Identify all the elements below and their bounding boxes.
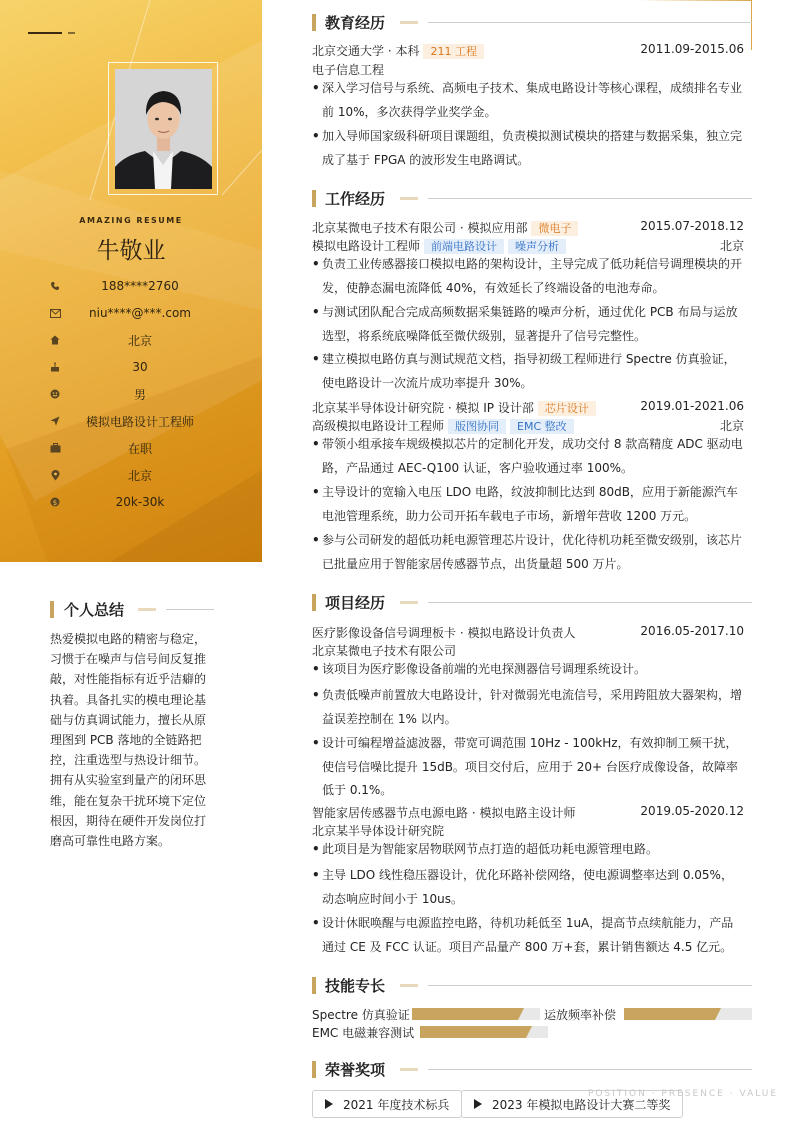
skill-label: 运放频率补偿 (544, 1008, 617, 1022)
project-name: 医疗影像设备信号调理板卡 · 模拟电路设计负责人 (312, 626, 576, 640)
target-job-value: 模拟电路设计工程师 (85, 414, 194, 429)
project-bullet: • 主导 LDO 线性稳压器设计，优化环路补偿网络，使电源调整率达到 0.05%，动态响应时间小于 10us。 (312, 864, 744, 911)
mail-icon (48, 306, 62, 320)
summary-title: 个人总结 (64, 601, 125, 619)
decorative-line (400, 1068, 418, 1071)
company-tag: 微电子 (531, 221, 578, 236)
city-value: 北京 (127, 468, 152, 483)
skill-bar-fill (624, 1008, 715, 1020)
project-bullet: • 设计休眠唤醒与电源监控电路，待机功耗低至 1uA，提高节点续航能力，产品通过 CE 及 FCC 认证。项目产品量产 800 万+套，累计销售额达 4.5 亿元。 (312, 912, 744, 959)
info-target-job (48, 412, 248, 430)
skill-bar-fill (420, 1026, 526, 1038)
project-org-row (312, 822, 744, 838)
email-value: niu****@***.com (89, 306, 191, 320)
company-tag: 芯片设计 (538, 401, 596, 416)
resume-tagline: AMAZING RESUME (79, 216, 183, 225)
job-bullet: • 带领小组承接车规级模拟芯片的定制化开发，成功交付 8 款高精度 ADC 驱动电路，产品通过 AEC-Q100 认证，客户验收通过率 100%。 (312, 433, 744, 480)
watermark-text: POSITION · PRESENCE · VALUE (588, 1089, 779, 1099)
skill-label: EMC 电磁兼容测试 (312, 1026, 415, 1040)
info-salary (48, 493, 248, 511)
gender-value: 男 (133, 387, 146, 402)
job-position: 模拟电路设计工程师 (312, 239, 421, 253)
job-date: 2015.07-2018.12 (640, 219, 744, 233)
project-org: 北京某微电子技术有限公司 (312, 644, 457, 658)
education-date: 2011.09-2015.06 (640, 42, 744, 56)
education-bullet: • 加入导师国家级科研项目课题组，负责模拟测试模块的搭建与数据采集，独立完成了基于 FPGA 的波形发生电路调试。 (312, 125, 744, 172)
award-label: 2021 年度技术标兵 (343, 1097, 450, 1112)
section-title: 工作经历 (325, 190, 386, 208)
decorative-line (400, 21, 418, 24)
job-header-row (312, 399, 744, 415)
project-header-row (312, 804, 744, 820)
skill-bar (624, 1008, 752, 1020)
decorative-line (166, 609, 214, 610)
decorative-line (28, 32, 62, 34)
skill-bar-fill (412, 1008, 518, 1020)
job-position-row (312, 417, 744, 433)
project-bullet: • 负责低噪声前置放大电路设计，针对微弱光电流信号，采用跨阻放大器架构，增益误差控制在 1% 以内。 (312, 684, 744, 731)
section-awards-header (312, 1060, 752, 1080)
section-bar (312, 14, 316, 31)
skill-bar (412, 1008, 540, 1020)
project-header-row (312, 624, 744, 640)
education-header-row (312, 42, 744, 58)
job-bullet: • 负责工业传感器接口模拟电路的架构设计，主导完成了低功耗信号调理模块的开发，使静态漏电流降低 40%，有效延长了终端设备的电池寿命。 (312, 253, 744, 300)
major-row (312, 61, 744, 77)
section-education-header (312, 13, 752, 33)
section-skills-header (312, 976, 752, 996)
decorative-line (428, 198, 752, 199)
major-name: 电子信息工程 (312, 63, 385, 77)
skill-label: Spectre 仿真验证 (312, 1008, 410, 1022)
status-value: 在职 (127, 441, 152, 456)
decorative-line (428, 985, 752, 986)
salary-icon (48, 495, 62, 509)
job-city: 北京 (719, 419, 744, 433)
decorative-line (400, 601, 418, 604)
school-name: 北京交通大学 · 本科 (312, 44, 420, 58)
section-title: 教育经历 (325, 14, 386, 32)
briefcase-icon (48, 441, 62, 455)
job-bullet: • 建立模拟电路仿真与测试规范文档，指导初级工程师进行 Spectre 仿真验证，使电路设计一次流片成功率提升 30%。 (312, 348, 744, 395)
home-icon (48, 333, 62, 347)
project-date: 2019.05-2020.12 (640, 804, 744, 818)
section-title: 荣誉奖项 (325, 1061, 386, 1079)
location-pin-icon (48, 468, 62, 482)
info-status (48, 439, 248, 457)
project-org: 北京某半导体设计研究院 (312, 824, 445, 838)
project-org-row (312, 642, 744, 658)
skill-tag: 前端电路设计 (424, 239, 504, 254)
section-title: 技能专长 (325, 977, 386, 995)
company-name: 北京某微电子技术有限公司 · 模拟应用部 (312, 221, 528, 235)
candidate-name: 牛敬业 (96, 238, 166, 264)
section-bar (312, 1061, 316, 1078)
decorative-line (428, 602, 752, 603)
decorative-line (138, 608, 156, 611)
job-date: 2019.01-2021.06 (640, 399, 744, 413)
cake-icon (48, 360, 62, 374)
award-label: 2023 年模拟电路设计大赛二等奖 (492, 1097, 671, 1112)
job-position: 高级模拟电路设计工程师 (312, 419, 445, 433)
gender-icon (48, 387, 62, 401)
play-triangle-icon (474, 1099, 482, 1109)
award-item (312, 1090, 462, 1118)
section-bar (312, 977, 316, 994)
section-work-header (312, 189, 752, 209)
decorative-line (428, 22, 752, 23)
decorative-line (428, 1069, 752, 1070)
play-triangle-icon (325, 1099, 333, 1109)
section-bar (312, 594, 316, 611)
info-age (48, 358, 248, 376)
decorative-line (400, 197, 418, 200)
project-name: 智能家居传感器节点电源电路 · 模拟电路主设计师 (312, 806, 576, 820)
decorative-line (400, 984, 418, 987)
salary-value: 20k-30k (115, 495, 165, 509)
skill-tag: 噪声分析 (508, 239, 566, 254)
svg-text:$: $ (52, 498, 58, 507)
company-name: 北京某半导体设计研究院 · 模拟 IP 设计部 (312, 401, 534, 415)
section-projects-header (312, 593, 752, 613)
age-value: 30 (132, 360, 148, 374)
school-tag: 211 工程 (423, 44, 484, 59)
info-gender (48, 385, 248, 403)
job-header-row (312, 219, 744, 235)
job-city: 北京 (719, 239, 744, 253)
project-bullet: • 此项目是为智能家居物联网节点打造的超低功耗电源管理电路。 (312, 838, 744, 862)
info-email (48, 304, 248, 322)
project-date: 2016.05-2017.10 (640, 624, 744, 638)
decorative-line (68, 32, 75, 34)
home-value: 北京 (127, 333, 152, 348)
summary-title-bar (50, 601, 54, 618)
info-home (48, 331, 248, 349)
skill-tag: 版图协同 (448, 419, 506, 434)
job-bullet: • 与测试团队配合完成高频数据采集链路的噪声分析，通过优化 PCB 布局与运放选型，将系统底噪降低至微伏级别，显著提升了信号完整性。 (312, 301, 744, 348)
send-icon (48, 414, 62, 428)
profile-photo (115, 69, 212, 189)
education-bullet: • 深入学习信号与系统、高频电子技术、集成电路设计等核心课程，成绩排名专业前 10%，多次获得学业奖学金。 (312, 77, 744, 124)
job-bullet: • 参与公司研发的超低功耗电源管理芯片设计，优化待机功耗至微安级别，该芯片已批量应用于智能家居传感器节点，出货量超 500 万片。 (312, 529, 744, 576)
job-position-row (312, 237, 744, 253)
job-bullet: • 主导设计的宽输入电压 LDO 电路，纹波抑制比达到 80dB，应用于新能源汽车电池管理系统，助力公司开拓车载电子市场，新增年营收 1200 万元。 (312, 481, 744, 528)
info-city (48, 466, 248, 484)
skill-bar (420, 1026, 548, 1038)
phone-icon (48, 279, 62, 293)
project-bullet: • 设计可编程增益滤波器，带宽可调范围 10Hz - 100kHz，有效抑制工频干扰，使信号信噪比提升 15dB。项目交付后，应用于 20+ 台医疗成像设备，故障率低于 0.1%。 (312, 732, 744, 803)
section-bar (312, 190, 316, 207)
summary-text: 热爱模拟电路的精密与稳定，习惯于在噪声与信号间反复推敲，对性能指标有近乎洁癖的执着。具备扎实的模电理论基础与仿真调试能力，擅长从原理图到 PCB 落地的全链路把控，注重选型与热设计细节。拥有从实验室到量产的闭环思维，能在复杂干扰环境下定位根因，期待在硬件开发岗位打磨高可靠性电路方案。 (50, 632, 207, 849)
info-phone (48, 277, 248, 295)
skill-tag: EMC 整改 (510, 419, 574, 434)
section-title: 项目经历 (325, 594, 386, 612)
project-bullet: • 该项目为医疗影像设备前端的光电探测器信号调理系统设计。 (312, 658, 744, 682)
phone-value: 188****2760 (101, 279, 179, 293)
